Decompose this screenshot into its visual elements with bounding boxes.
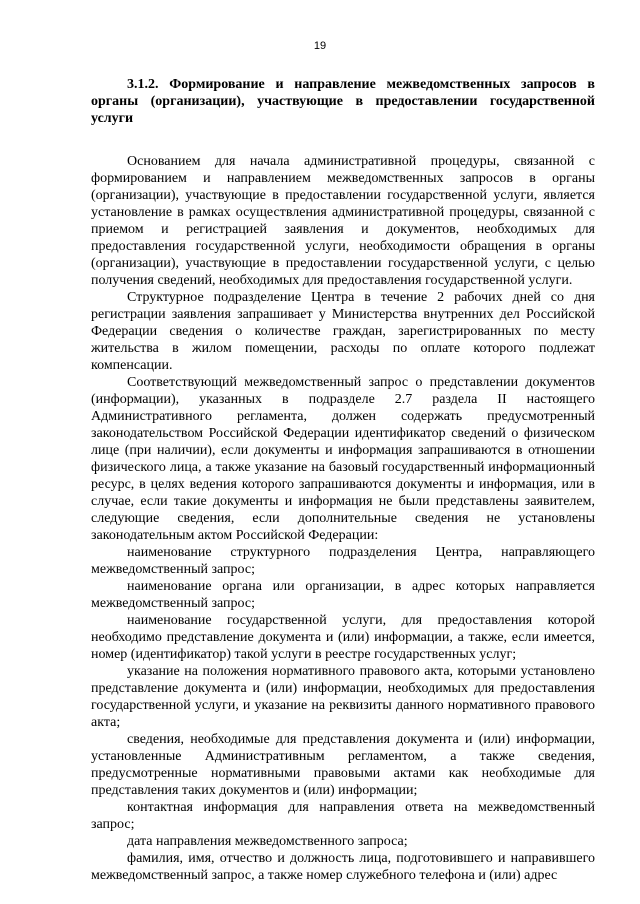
- list-item-required-info: сведения, необходимые для представления документа и (или) информации, установленные Административным регламентом, а также сведения, предусмотренные нормативными правовыми актами как необходимые для представления таких документов и (или) информации;: [91, 732, 595, 798]
- list-item-recipient-name: наименование органа или организации, в адрес которых направляется межведомственный запрос;: [91, 579, 595, 611]
- list-item-service-name: наименование государственной услуги, для предоставления которой необходимо представление документа и (или) информации, а также, если имеется, номер (идентификатор) такой услуги в реестре государственных услуг;: [91, 613, 595, 662]
- paragraph-request-mvd: Структурное подразделение Центра в течение 2 рабочих дней со дня регистрации заявления запрашивает у Министерства внутренних дел Российской Федерации сведения о количестве граждан, зарегистрированных по месту жительства в жилом помещении, расходы по оплате которого подлежат компенсации.: [91, 290, 595, 373]
- paragraph-request-content: Соответствующий межведомственный запрос о представлении документов (информации), указанных в подразделе 2.7 раздела II настоящего Административного регламента, должен содержать предусмотренный законодательством Российской Федерации идентификатор сведений о физическом лице (при наличии), если документы и информация запрашиваются в отношении физического лица, а также указание на базовый государственный информационный ресурс, в целях ведения которого запрашиваются документы и информация, или в случае, если такие документы и информация не были представлены заявителем, следующие сведения, если дополнительные сведения не установлены законодательным актом Российской Федерации:: [91, 375, 595, 543]
- section-heading: 3.1.2. Формирование и направление межведомственных запросов в органы (организации), участвующие в предоставлении государственной услуги: [91, 77, 595, 126]
- page-number: 19: [313, 40, 327, 52]
- list-item-responsible-person: фамилия, имя, отчество и должность лица, подготовившего и направившего межведомственный запрос, а также номер служебного телефона и (или) адрес: [91, 851, 595, 883]
- list-item-legal-act: указание на положения нормативного правового акта, которыми установлено представление документа и (или) информации, необходимых для предоставления государственной услуги, и указание на реквизиты данного нормативного правового акта;: [91, 664, 595, 730]
- list-item-request-date: дата направления межведомственного запроса;: [127, 834, 408, 849]
- paragraph-basis: Основанием для начала административной процедуры, связанной с формированием и направлением межведомственных запросов в органы (организации), участвующие в предоставлении государственной услуги, является установление в рамках осуществления административной процедуры, связанной с приемом и регистрацией заявления и документов, необходимых для предоставления государственной услуги, необходимости обращения в органы (организации), участвующие в предоставлении государственной услуги, с целью получения сведений, необходимых для предоставления государственной услуги.: [91, 154, 595, 288]
- body-text: [91, 153, 595, 884]
- list-item-contact-info: контактная информация для направления ответа на межведомственный запрос;: [91, 800, 595, 832]
- list-item-department-name: наименование структурного подразделения Центра, направляющего межведомственный запрос;: [91, 545, 595, 577]
- page-content: [91, 76, 595, 884]
